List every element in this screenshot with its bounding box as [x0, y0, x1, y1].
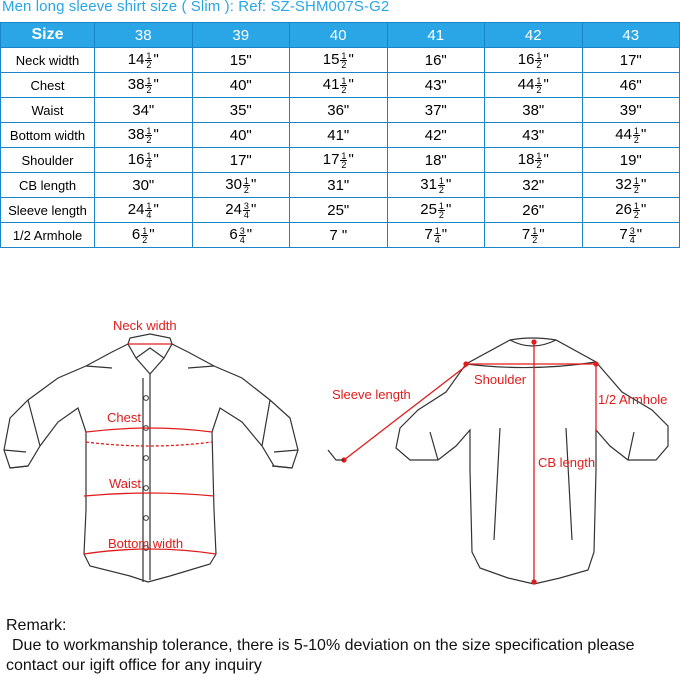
inch-mark: " [153, 76, 159, 94]
cell-whole: 30 [225, 176, 242, 194]
remark-line-2: contact our igift office for any inquiry [6, 657, 262, 674]
back-shirt-outline [396, 338, 668, 584]
size-cell [582, 123, 680, 148]
size-cell [95, 198, 193, 223]
cell-fraction: $\frac{1}{4}$ [434, 225, 440, 245]
cell-whole: 6 [229, 226, 238, 244]
inch-mark: " [538, 101, 545, 119]
inch-mark: " [246, 151, 252, 169]
label-shoulder: Shoulder [474, 372, 527, 387]
cell-whole: 36 [327, 101, 344, 119]
size-cell [290, 198, 388, 223]
inch-mark: " [445, 201, 452, 219]
inch-mark: " [246, 101, 252, 119]
size-cell [95, 148, 193, 173]
table-row [1, 73, 680, 98]
cell-whole: 31 [327, 176, 344, 194]
cell-whole: 16 [127, 151, 145, 169]
inch-mark: " [246, 126, 252, 144]
size-cell [582, 73, 680, 98]
inch-mark: " [250, 176, 257, 194]
size-cell [485, 223, 583, 248]
inch-mark: " [348, 151, 354, 169]
label-cb-length: CB length [538, 455, 596, 470]
size-cell [582, 48, 680, 73]
size-cell [485, 73, 583, 98]
header-cell: 40 [290, 23, 388, 48]
table-row [1, 123, 680, 148]
table-body [1, 48, 680, 248]
label-armhole: 1/2 Armhole [598, 392, 668, 407]
inch-mark: " [148, 101, 155, 119]
cell-whole: 44 [615, 126, 632, 144]
size-cell [192, 73, 290, 98]
size-cell [582, 198, 680, 223]
size-cell [387, 123, 485, 148]
cell-whole: 26 [615, 201, 632, 219]
size-cell [290, 223, 388, 248]
page-title: Men long sleeve shirt size ( Slim ): Ref: SZ-SHM007S-G2 [2, 0, 390, 15]
inch-mark: " [343, 101, 350, 119]
label-sleeve-length: Sleeve length [332, 387, 411, 402]
label-waist: Waist [109, 476, 142, 491]
inch-mark: " [441, 151, 447, 169]
size-cell [387, 198, 485, 223]
size-table [0, 22, 680, 248]
inch-mark: " [636, 101, 642, 119]
inch-mark: " [636, 76, 642, 94]
cell-whole: 24 [225, 201, 242, 219]
cell-whole: 31 [420, 176, 437, 194]
inch-mark: " [441, 226, 448, 244]
table-row [1, 98, 680, 123]
inch-mark: " [343, 176, 350, 194]
size-cell [95, 223, 193, 248]
cell-fraction: $\frac{1}{2}$ [341, 150, 347, 170]
size-cell [290, 98, 388, 123]
size-cell [192, 198, 290, 223]
cell-fraction: $\frac{1}{2}$ [142, 225, 148, 245]
size-cell [485, 173, 583, 198]
cell-whole: 38 [522, 101, 539, 119]
inch-mark: " [539, 226, 545, 244]
size-cell [192, 123, 290, 148]
cell-fraction: $\frac{3}{4}$ [243, 200, 249, 220]
inch-mark: " [441, 101, 447, 119]
header-cell: 39 [192, 23, 290, 48]
inch-mark: " [636, 151, 642, 169]
inch-mark: " [153, 126, 159, 144]
size-cell [582, 98, 680, 123]
size-cell [485, 148, 583, 173]
cell-whole: 19 [619, 151, 637, 169]
remark-line-1: Due to workmanship tolerance, there is 5-10% deviation on the size specification please [12, 637, 635, 654]
row-label: Neck width [1, 48, 95, 73]
size-cell [95, 48, 193, 73]
size-cell [192, 173, 290, 198]
cell-whole: 16 [517, 51, 535, 69]
cell-whole: 7 [521, 226, 531, 244]
label-chest: Chest [107, 410, 141, 425]
inch-mark: " [543, 76, 549, 94]
cell-fraction: $\frac{1}{2}$ [341, 50, 347, 70]
cell-whole: 39 [619, 101, 637, 119]
size-cell [290, 173, 388, 198]
size-cell [290, 148, 388, 173]
inch-mark: " [153, 201, 159, 219]
size-cell [290, 48, 388, 73]
header-cell: 41 [387, 23, 485, 48]
table-row [1, 48, 680, 73]
inch-mark: " [149, 226, 155, 244]
cell-fraction: $\frac{3}{4}$ [629, 225, 635, 245]
cell-whole: 44 [517, 76, 535, 94]
size-cell [387, 98, 485, 123]
cell-fraction: $\frac{1}{2}$ [438, 200, 444, 220]
inch-mark: " [153, 51, 159, 69]
size-cell [387, 173, 485, 198]
inch-mark: " [543, 151, 549, 169]
cell-fraction: $\frac{1}{2}$ [633, 200, 639, 220]
size-cell [192, 223, 290, 248]
cell-whole: 18 [517, 151, 535, 169]
inch-mark: " [538, 176, 545, 194]
cell-fraction: $\frac{3}{4}$ [239, 225, 245, 245]
cell-whole: 37 [424, 101, 442, 119]
size-cell [192, 48, 290, 73]
cell-whole: 15 [229, 51, 247, 69]
cell-whole: 17 [322, 151, 340, 169]
row-label: Shoulder [1, 148, 95, 173]
cell-whole: 7 [329, 226, 342, 244]
cell-whole: 15 [322, 51, 340, 69]
cell-whole: 42 [424, 126, 442, 144]
cell-whole: 40 [229, 76, 247, 94]
cell-whole: 24 [127, 201, 145, 219]
size-cell [485, 98, 583, 123]
cell-whole: 40 [229, 126, 247, 144]
inch-mark: " [343, 201, 350, 219]
size-cell [290, 123, 388, 148]
cell-whole: 43 [424, 76, 442, 94]
cell-whole: 41 [327, 126, 344, 144]
size-cell [95, 73, 193, 98]
front-buttons [144, 396, 149, 551]
table-header-row [1, 23, 680, 48]
size-cell [95, 123, 193, 148]
size-cell [485, 123, 583, 148]
row-label: Waist [1, 98, 95, 123]
inch-mark: " [153, 151, 159, 169]
inch-mark: " [341, 226, 348, 244]
cell-whole: 32 [522, 176, 539, 194]
cell-fraction: $\frac{1}{2}$ [633, 125, 639, 145]
table-row [1, 148, 680, 173]
cell-whole: 6 [131, 226, 141, 244]
size-cell [387, 73, 485, 98]
cell-whole: 32 [615, 176, 632, 194]
size-cell [582, 223, 680, 248]
table-row [1, 173, 680, 198]
cell-whole: 17 [619, 51, 637, 69]
inch-mark: " [543, 51, 549, 69]
cell-whole: 43 [522, 126, 539, 144]
size-cell [485, 48, 583, 73]
row-label: Sleeve length [1, 198, 95, 223]
shirt-diagram [0, 300, 680, 600]
row-label: Chest [1, 73, 95, 98]
table-row [1, 198, 680, 223]
inch-mark: " [538, 126, 545, 144]
cell-whole: 14 [127, 51, 145, 69]
back-cuff-left [328, 450, 344, 460]
cell-whole: 17 [229, 151, 247, 169]
cell-fraction: $\frac{1}{2}$ [536, 150, 542, 170]
cell-fraction: $\frac{1}{2}$ [341, 75, 347, 95]
cell-fraction: $\frac{1}{2}$ [532, 225, 538, 245]
header-cell: 38 [95, 23, 193, 48]
size-cell [95, 173, 193, 198]
inch-mark: " [441, 76, 447, 94]
size-cell [582, 148, 680, 173]
cell-whole: 34 [132, 101, 149, 119]
cell-fraction: $\frac{1}{2}$ [438, 175, 444, 195]
inch-mark: " [441, 126, 447, 144]
inch-mark: " [441, 51, 447, 69]
size-cell [192, 148, 290, 173]
inch-mark: " [348, 51, 354, 69]
cell-whole: 30 [132, 176, 149, 194]
inch-mark: " [445, 176, 452, 194]
cell-fraction: $\frac{1}{4}$ [146, 200, 152, 220]
cell-whole: 26 [522, 201, 539, 219]
inch-mark: " [343, 126, 350, 144]
cell-fraction: $\frac{1}{2}$ [536, 50, 542, 70]
table-row [1, 223, 680, 248]
cell-fraction: $\frac{1}{2}$ [146, 75, 152, 95]
inch-mark: " [348, 76, 354, 94]
cell-fraction: $\frac{1}{2}$ [536, 75, 542, 95]
size-cell [485, 198, 583, 223]
cell-fraction: $\frac{1}{4}$ [146, 150, 152, 170]
row-label: Bottom width [1, 123, 95, 148]
inch-mark: " [538, 201, 545, 219]
cell-whole: 18 [424, 151, 442, 169]
inch-mark: " [640, 201, 647, 219]
size-cell [95, 98, 193, 123]
cell-whole: 41 [322, 76, 340, 94]
inch-mark: " [636, 226, 643, 244]
remark-block [6, 616, 635, 676]
inch-mark: " [246, 226, 253, 244]
cell-whole: 46 [619, 76, 637, 94]
cell-whole: 7 [424, 226, 433, 244]
cell-whole: 25 [420, 201, 437, 219]
inch-mark: " [640, 126, 647, 144]
label-neck-width: Neck width [113, 318, 177, 333]
size-cell [290, 73, 388, 98]
cell-fraction: $\frac{1}{2}$ [633, 175, 639, 195]
size-cell [582, 173, 680, 198]
remark-heading: Remark: [6, 617, 67, 634]
inch-mark: " [246, 76, 252, 94]
cell-fraction: $\frac{1}{2}$ [146, 50, 152, 70]
header-cell: 42 [485, 23, 583, 48]
header-cell-size: Size [1, 23, 95, 48]
header-cell: 43 [582, 23, 680, 48]
cell-whole: 35 [229, 101, 247, 119]
label-bottom-width: Bottom width [108, 536, 184, 551]
size-cell [192, 98, 290, 123]
inch-mark: " [250, 201, 257, 219]
size-cell [387, 48, 485, 73]
cell-whole: 16 [424, 51, 442, 69]
cell-fraction: $\frac{1}{2}$ [243, 175, 249, 195]
cell-fraction: $\frac{1}{2}$ [146, 125, 152, 145]
cell-whole: 38 [127, 126, 145, 144]
inch-mark: " [636, 51, 642, 69]
inch-mark: " [640, 176, 647, 194]
size-cell [387, 148, 485, 173]
row-label: CB length [1, 173, 95, 198]
inch-mark: " [246, 51, 252, 69]
inch-mark: " [148, 176, 155, 194]
size-cell [387, 223, 485, 248]
row-label: 1/2 Armhole [1, 223, 95, 248]
cell-whole: 7 [619, 226, 628, 244]
cell-whole: 25 [327, 201, 344, 219]
cell-whole: 38 [127, 76, 145, 94]
